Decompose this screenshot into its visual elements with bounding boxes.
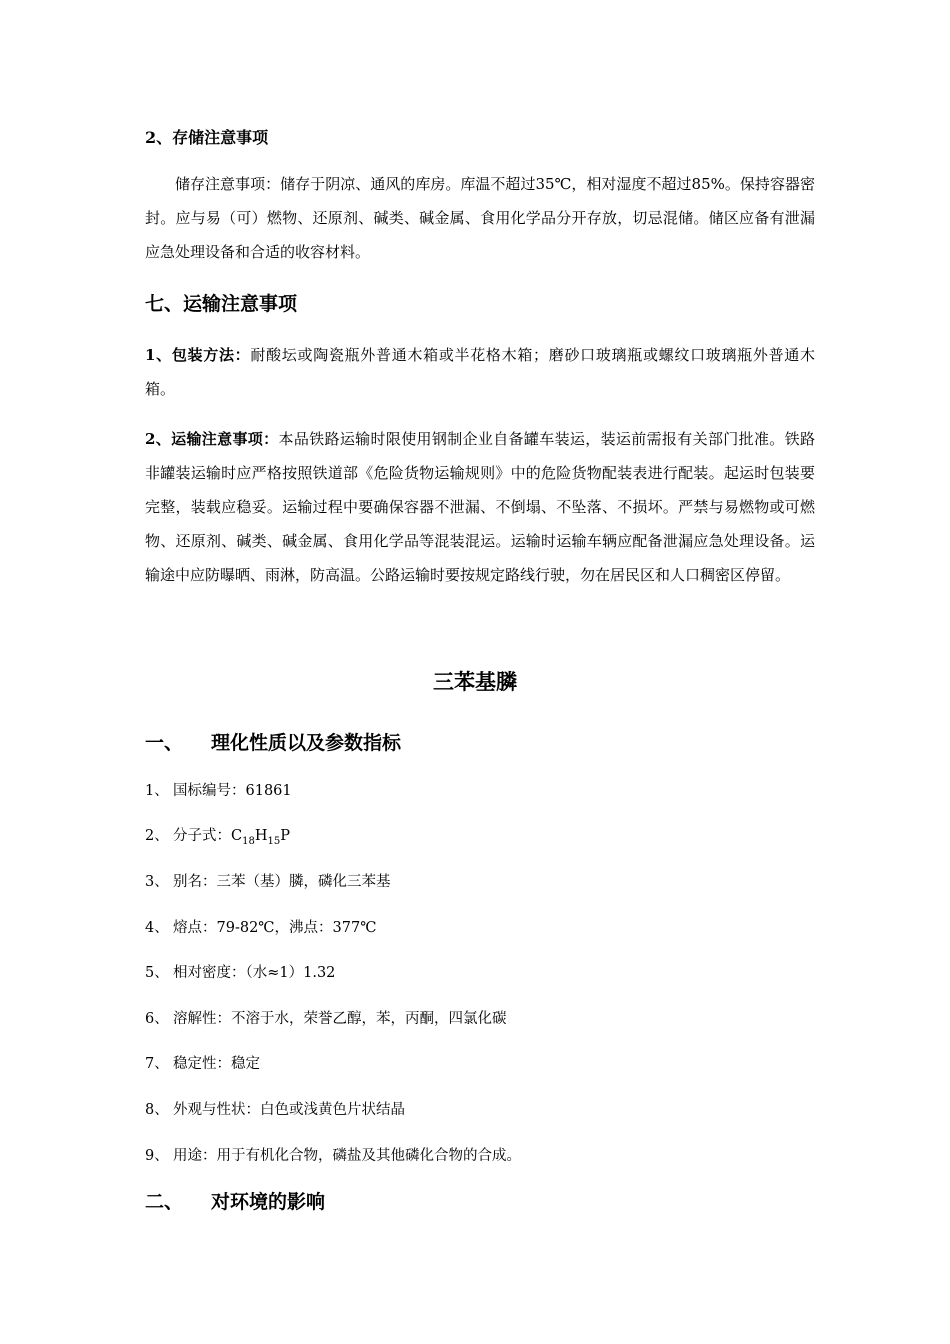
item-text: 国标编号：61861	[173, 783, 292, 799]
property-item-4	[145, 917, 376, 939]
property-item-1	[145, 780, 292, 802]
item-text: 分子式：	[173, 828, 231, 844]
item-number: 4、	[145, 920, 169, 936]
property-item-9	[145, 1145, 521, 1167]
item-text: 别名：三苯（基）膦，磷化三苯基	[173, 874, 391, 890]
section2-label: 对环境的影响	[211, 1191, 326, 1213]
packaging-text: 耐酸坛或陶瓷瓶外普通木箱或半花格木箱；磨砂口玻璃瓶或螺纹口玻璃瓶外普通木箱。	[145, 346, 815, 398]
item-number: 7、	[145, 1056, 169, 1072]
formula-element-p: P	[280, 828, 290, 844]
property-item-5	[145, 962, 335, 984]
item-number: 8、	[145, 1102, 169, 1118]
packaging-paragraph	[145, 338, 815, 406]
item-number: 2、	[145, 828, 169, 844]
packaging-label: 1、包装方法：	[145, 346, 251, 364]
item-number: 6、	[145, 1011, 169, 1027]
property-item-3	[145, 871, 391, 893]
transport-precautions-paragraph	[145, 422, 815, 592]
item-number: 5、	[145, 965, 169, 981]
property-item-6	[145, 1008, 507, 1030]
section1-heading	[145, 729, 815, 757]
section2-number: 二、	[145, 1191, 184, 1213]
molecular-formula	[231, 828, 290, 847]
formula-element-h: H	[254, 828, 268, 844]
item-text: 相对密度：（水≈1）1.32	[173, 965, 336, 981]
formula-sub-c: 18	[242, 835, 255, 847]
property-item-7	[145, 1053, 260, 1075]
property-item-8	[145, 1099, 405, 1121]
item-number: 3、	[145, 874, 169, 890]
formula-sub-h: 15	[267, 835, 281, 847]
section1-label: 理化性质以及参数指标	[211, 732, 402, 754]
storage-paragraph: 储存注意事项：储存于阴凉、通风的库房。库温不超过35℃，相对湿度不超过85%。保持容器密封。应与易（可）燃物、还原剂、碱类、碱金属、食用化学品分开存放，切忌混储。储区应备有泄漏应急处理设备和合适的收容材料。	[145, 175, 815, 261]
item-text: 稳定性：稳定	[173, 1056, 260, 1072]
section1-number: 一、	[145, 732, 184, 754]
transport-precautions-text: 本品铁路运输时限使用钢制企业自备罐车装运，装运前需报有关部门批准。铁路非罐装运输时应严格按照铁道部《危险货物运输规则》中的危险货物配装表进行配装。起运时包装要完整，装载应稳妥。运输过程中要确保容器不泄漏、不倒塌、不坠落、不损坏。严禁与易燃物或可燃物、还原剂、碱类、碱金属、食用化学品等混装混运。运输时运输车辆应配备泄漏应急处理设备。运输途中应防曝晒、雨淋，防高温。公路运输时要按规定路线行驶，勿在居民区和人口稠密区停留。	[145, 430, 815, 584]
item-text: 用途：用于有机化合物，磷盐及其他磷化合物的合成。	[173, 1148, 521, 1164]
item-text: 溶解性：不溶于水，荣誉乙醇，苯，丙酮，四氯化碳	[173, 1011, 507, 1027]
item-number: 9、	[145, 1148, 169, 1164]
transport-heading: 七、运输注意事项	[145, 293, 298, 315]
item-text: 外观与性状：白色或浅黄色片状结晶	[173, 1102, 405, 1118]
item-number: 1、	[145, 783, 169, 799]
compound-title: 三苯基膦	[433, 669, 517, 694]
formula-element-c: C	[231, 828, 243, 844]
item-text: 熔点：79-82℃，沸点：377℃	[173, 920, 377, 936]
section2-heading	[145, 1188, 815, 1216]
transport-precautions-label: 2、运输注意事项：	[145, 430, 279, 448]
property-item-2	[145, 825, 290, 853]
storage-heading: 2、存储注意事项	[145, 128, 269, 147]
